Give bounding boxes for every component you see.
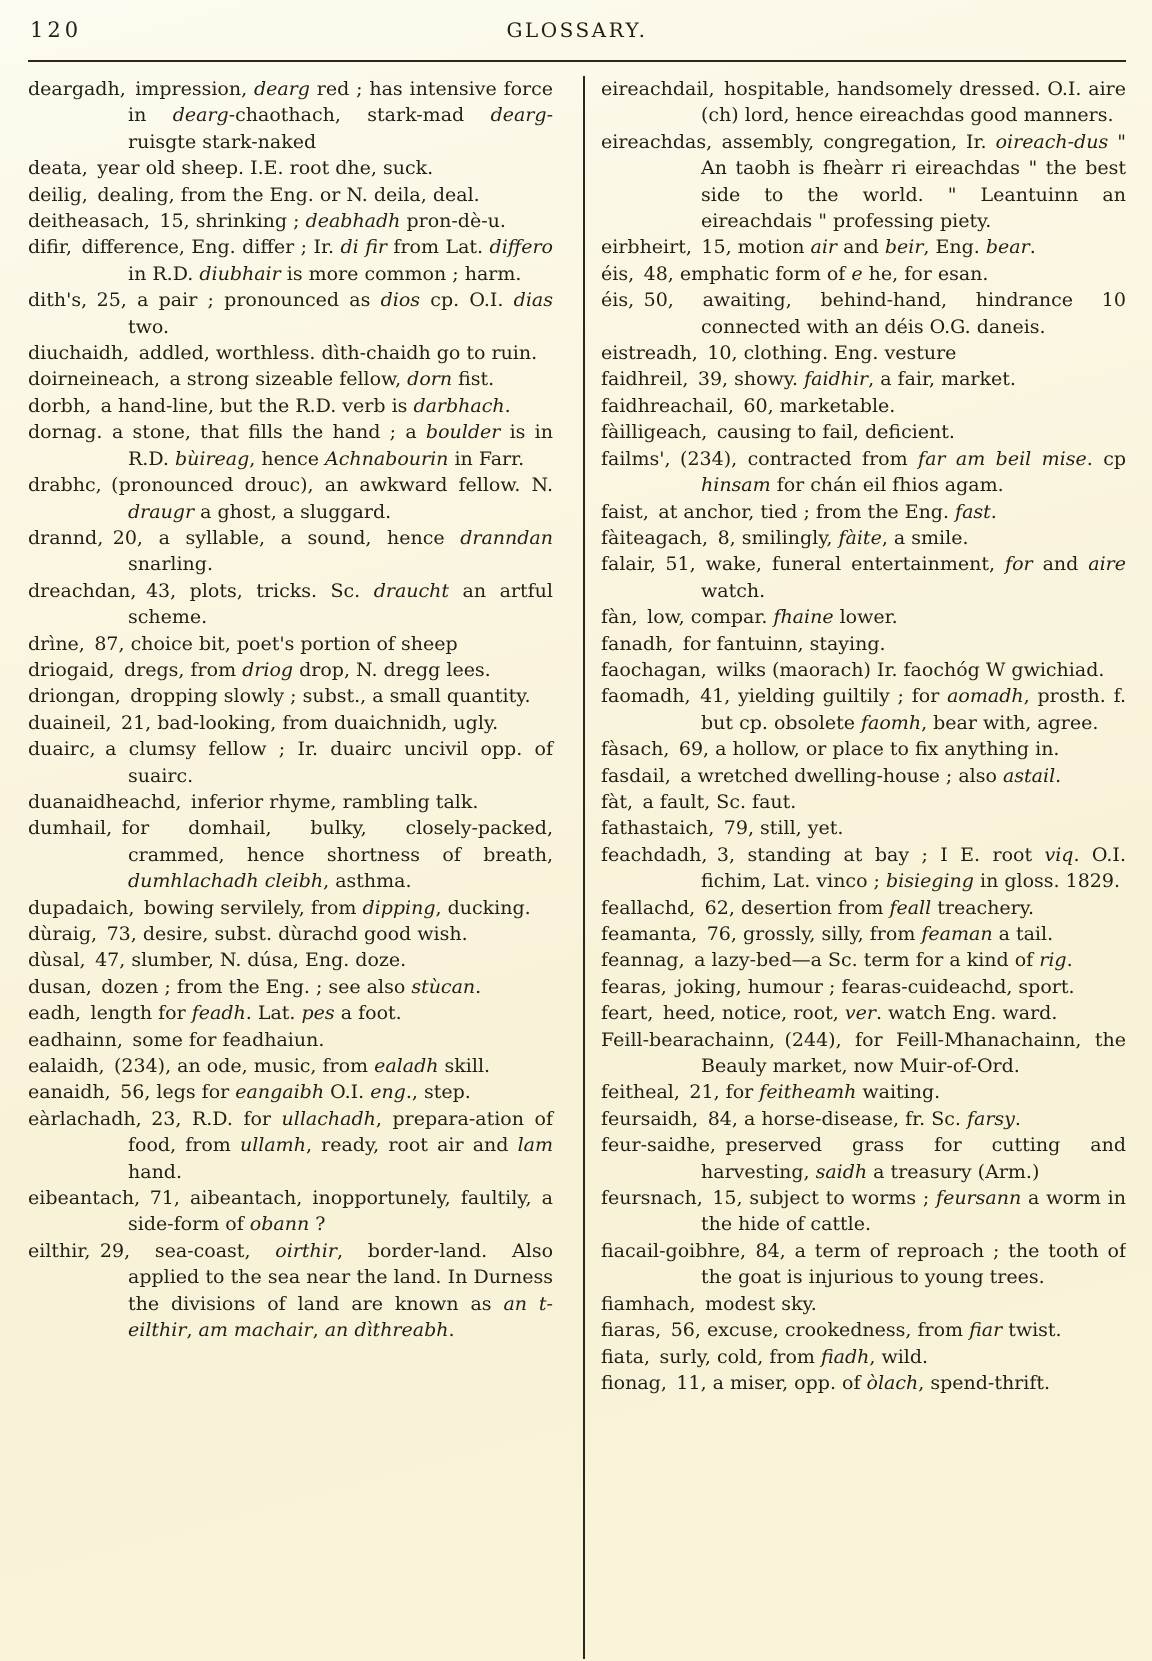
headword: fearas, (601, 975, 667, 998)
headword: fàiteagach, (601, 526, 709, 549)
glossary-entry: fàn, low, compar. fhaine lower. (601, 606, 898, 629)
headword: feannag, (601, 949, 685, 972)
headword: faidhreil, (601, 368, 689, 391)
glossary-entry: feitheal, 21, for feitheamh waiting. (601, 1081, 941, 1104)
glossary-entry: faist, at anchor, tied ; from the Eng. fast. (601, 500, 997, 523)
headword: éis, (601, 262, 635, 285)
headword: fiaras, (601, 1319, 662, 1342)
glossary-entry: fanadh, for fantuinn, staying. (601, 632, 886, 655)
glossary-entry: duairc, a clumsy fellow ; Ir. duairc uncivil opp. of suairc. (28, 738, 553, 787)
headword: fiamhach, (601, 1292, 696, 1315)
headword: dreachdan, (28, 579, 137, 602)
glossary-entry: eireachdail, hospitable, handsomely dressed. O.I. aire (ch) lord, hence eireachdas good manners. (601, 78, 1126, 127)
headword: fasdail, (601, 764, 671, 787)
glossary-entry: feursnach, 15, subject to worms ; feursann a worm in the hide of cattle. (601, 1187, 1126, 1236)
glossary-entry: feursaidh, 84, a horse-disease, fr. Sc. farsy. (601, 1107, 1021, 1130)
headword: feachdadh, (601, 843, 708, 866)
glossary-entry: fiaras, 56, excuse, crookedness, from fiar twist. (601, 1319, 1062, 1342)
headword: driogaid, (28, 658, 115, 681)
headword: faist, (601, 500, 649, 523)
headword: deata, (28, 157, 88, 180)
glossary-entry: eireachdas, assembly, congregation, Ir. oireach-dus " An taobh is fheàrr ri eireachdas " the best side to the world. " Leantuinn an eireachdais " professing piety. (601, 130, 1126, 233)
glossary-entry: dreachdan, 43, plots, tricks. Sc. draucht an artful scheme. (28, 579, 553, 629)
headword: eireachdas, (601, 130, 713, 153)
glossary-entry: drannd, 20, a syllable, a sound, hence dranndan snarling. (28, 526, 553, 576)
headword: fionag, (601, 1371, 667, 1394)
headword: duaineil, (28, 711, 112, 734)
glossary-entry: fionag, 11, a miser, opp. of òlach, spend-thrift. (601, 1371, 1051, 1394)
headword: eadh, (28, 1002, 82, 1025)
headword: fàn, (601, 606, 638, 629)
headword: duairc, (28, 738, 96, 761)
running-title: GLOSSARY. (506, 18, 648, 42)
glossary-entry: fàsach, 69, a hollow, or place to fix anything in. (601, 738, 1060, 761)
headword: dùsal, (28, 949, 86, 972)
glossary-entry: dornag. a stone, that fills the hand ; a boulder is in R.D. bùireag, hence Achnabourin in Farr. (28, 421, 553, 470)
headword: deilig, (28, 183, 88, 206)
glossary-entry: deargadh, impression, dearg red ; has intensive force in dearg-chaothach, stark-mad dearg-ruisgte stark-naked (28, 78, 554, 153)
headword: dorbh, (28, 394, 92, 417)
glossary-entry: fasdail, a wretched dwelling-house ; also astail. (601, 764, 1062, 787)
glossary-entry: feart, heed, notice, root, ver. watch Eng. ward. (601, 1002, 1058, 1025)
headword: diuchaidh, (28, 342, 130, 365)
headword: fiacail-goibhre, (601, 1239, 746, 1262)
headword: drìne, (28, 632, 85, 655)
headword: feur-saidhe, (601, 1134, 716, 1157)
headword: dupadaich, (28, 896, 135, 919)
headword: feamanta, (601, 923, 698, 945)
glossary-column-right (585, 76, 1126, 1659)
glossary-entry: feur-saidhe, preserved grass for cutting and harvesting, saidh a treasury (Arm.) (601, 1134, 1126, 1183)
headword: faochagan, (601, 658, 707, 681)
glossary-entry: failms', (234), contracted from far am beil mise. cp hinsam for chán eil fhios agam. (601, 447, 1126, 497)
headword: Feill-bearachainn, (601, 1028, 775, 1051)
glossary-entry: drabhc, (pronounced drouc), an awkward fellow. N. draugr a ghost, a sluggard. (28, 474, 553, 523)
headword: eanaidh, (28, 1081, 111, 1104)
glossary-entry: doirneineach, a strong sizeable fellow, dorn fist. (28, 368, 495, 391)
headword: drannd, (28, 526, 104, 549)
header-rule (28, 60, 1126, 62)
glossary-entry: fathastaich, 79, still, yet. (601, 817, 844, 840)
headword: doirneineach, (28, 368, 161, 391)
headword: eadhainn, (28, 1028, 123, 1051)
glossary-columns (28, 76, 1126, 1659)
glossary-entry: eirbheirt, 15, motion air and beir, Eng. bear. (601, 236, 1036, 259)
glossary-entry: feannag, a lazy-bed—a Sc. term for a kind of rig. (601, 949, 1073, 972)
glossary-entry: diuchaidh, addled, worthless. dìth-chaidh go to ruin. (28, 342, 538, 365)
headword: dùraig, (28, 923, 98, 945)
headword: deitheasach, (28, 210, 150, 233)
headword: fàt, (601, 790, 634, 813)
glossary-entry: deitheasach, 15, shrinking ; deabhadh pron-dè-u. (28, 210, 506, 233)
glossary-entry: feallachd, 62, desertion from feall treachery. (601, 896, 1035, 919)
glossary-entry: éis, 50, awaiting, behind-hand, hindrance 10 connected with an déis O.G. daneis. (601, 289, 1126, 338)
glossary-entry: eanaidh, 56, legs for eangaibh O.I. eng., step. (28, 1081, 471, 1104)
glossary-entry: ealaidh, (234), an ode, music, from ealadh skill. (28, 1055, 491, 1078)
headword: faomadh, (601, 685, 691, 708)
headword: feitheal, (601, 1081, 680, 1104)
headword: feursaidh, (601, 1107, 699, 1130)
page-header (28, 14, 1126, 48)
glossary-entry: eadh, length for feadh. Lat. pes a foot. (28, 1002, 402, 1025)
headword: drabhc, (28, 474, 102, 497)
headword: dith's, (28, 289, 88, 312)
headword: eilthir, (28, 1239, 91, 1262)
headword: failms', (601, 447, 671, 470)
glossary-entry: dumhail, for domhail, bulky, closely-packed, crammed, hence shortness of breath, dumhlachadh cleibh, asthma. (28, 817, 553, 893)
glossary-entry: fàilligeach, causing to fail, deficient. (601, 421, 955, 444)
headword: eistreadh, (601, 342, 698, 365)
glossary-entry: fàt, a fault, Sc. faut. (601, 790, 797, 813)
glossary-entry: deata, year old sheep. I.E. root dhe, suck. (28, 157, 434, 180)
glossary-entry: dùsal, 47, slumber, N. dúsa, Eng. doze. (28, 949, 407, 972)
headword: fàsach, (601, 738, 670, 761)
headword: fathastaich, (601, 817, 715, 840)
headword: difir, (28, 236, 72, 259)
headword: deargadh, (28, 78, 126, 100)
headword: feart, (601, 1002, 654, 1025)
headword: fiata, (601, 1345, 651, 1368)
headword: feallachd, (601, 896, 696, 919)
headword: fanadh, (601, 632, 674, 655)
glossary-entry: faidhreachail, 60, marketable. (601, 394, 896, 417)
headword: eibeantach, (28, 1187, 141, 1210)
glossary-entry: eistreadh, 10, clothing. Eng. vesture (601, 342, 957, 365)
glossary-entry: fearas, joking, humour ; fearas-cuideachd, sport. (601, 975, 1075, 998)
glossary-entry: dupadaich, bowing servilely, from dipping, ducking. (28, 896, 531, 919)
glossary-entry: fàiteagach, 8, smilingly, fàite, a smile. (601, 526, 969, 549)
glossary-entry: driongan, dropping slowly ; subst., a small quantity. (28, 685, 531, 708)
headword: faidhreachail, (601, 394, 734, 417)
glossary-entry: duaineil, 21, bad-looking, from duaichnidh, ugly. (28, 711, 499, 734)
glossary-entry: Feill-bearachainn, (244), for Feill-Mhanachainn, the Beauly market, now Muir-of-Ord. (601, 1028, 1126, 1078)
glossary-entry: drìne, 87, choice bit, poet's portion of sheep (28, 632, 458, 655)
headword: falair, (601, 553, 656, 576)
headword: dornag. (28, 421, 103, 444)
glossary-entry: eilthir, 29, sea-coast, oirthir, border-land. Also applied to the sea near the land. In Durness the divisions of land are known as an t-eilthir, am machair, an dìthreabh. (28, 1239, 554, 1342)
glossary-entry: eàrlachadh, 23, R.D. for ullachadh, prepara-ation of food, from ullamh, ready, root air and lam hand. (28, 1107, 553, 1183)
headword: feursnach, (601, 1187, 703, 1210)
glossary-entry: eibeantach, 71, aibeantach, inopportunely, faultily, a side-form of obann ? (28, 1187, 553, 1236)
glossary-entry: fiamhach, modest sky. (601, 1292, 817, 1315)
headword: ealaidh, (28, 1055, 105, 1078)
headword: dumhail, (28, 817, 113, 840)
page-number: 120 (30, 18, 83, 42)
glossary-entry: deilig, dealing, from the Eng. or N. deila, deal. (28, 183, 480, 206)
headword: eirbheirt, (601, 236, 692, 259)
glossary-entry: duanaidheachd, inferior rhyme, rambling talk. (28, 790, 479, 813)
glossary-entry: dùraig, 73, desire, subst. dùrachd good wish. (28, 923, 468, 945)
glossary-entry: dith's, 25, a pair ; pronounced as dios cp. O.I. dias two. (28, 289, 553, 338)
glossary-entry: feamanta, 76, grossly, silly, from feaman a tail. (601, 923, 1054, 945)
glossary-entry: driogaid, dregs, from driog drop, N. dregg lees. (28, 658, 491, 681)
headword: eàrlachadh, (28, 1107, 142, 1130)
glossary-entry: difir, difference, Eng. differ ; Ir. di fir from Lat. differo in R.D. diubhair is more common ; harm. (28, 236, 553, 285)
glossary-entry: dusan, dozen ; from the Eng. ; see also stùcan. (28, 975, 482, 998)
glossary-entry: eadhainn, some for feadhaiun. (28, 1028, 325, 1051)
glossary-entry: faochagan, wilks (maorach) Ir. faochóg W gwichiad. (601, 658, 1105, 681)
headword: driongan, (28, 685, 121, 708)
glossary-entry: éis, 48, emphatic form of e he, for esan. (601, 262, 989, 285)
glossary-entry: faidhreil, 39, showy. faidhir, a fair, market. (601, 368, 1016, 391)
glossary-entry: dorbh, a hand-line, but the R.D. verb is darbhach. (28, 394, 511, 417)
glossary-entry: faomadh, 41, yielding guiltily ; for aomadh, prosth. f. but cp. obsolete faomh, bear with, agree. (601, 685, 1126, 734)
glossary-entry: feachdadh, 3, standing at bay ; I E. root viq. O.I. fichim, Lat. vinco ; bisieging in gloss. 1829. (601, 843, 1126, 893)
headword: fàilligeach, (601, 421, 708, 444)
headword: dusan, (28, 975, 92, 998)
headword: duanaidheachd, (28, 790, 182, 813)
headword: eireachdail, (601, 78, 715, 100)
headword: éis, (601, 289, 635, 312)
glossary-entry: fiata, surly, cold, from fiadh, wild. (601, 1345, 929, 1368)
glossary-entry: falair, 51, wake, funeral entertainment, for and aire watch. (601, 553, 1126, 602)
glossary-column-left (28, 76, 583, 1659)
glossary-entry: fiacail-goibhre, 84, a term of reproach ; the tooth of the goat is injurious to young trees. (601, 1239, 1126, 1289)
